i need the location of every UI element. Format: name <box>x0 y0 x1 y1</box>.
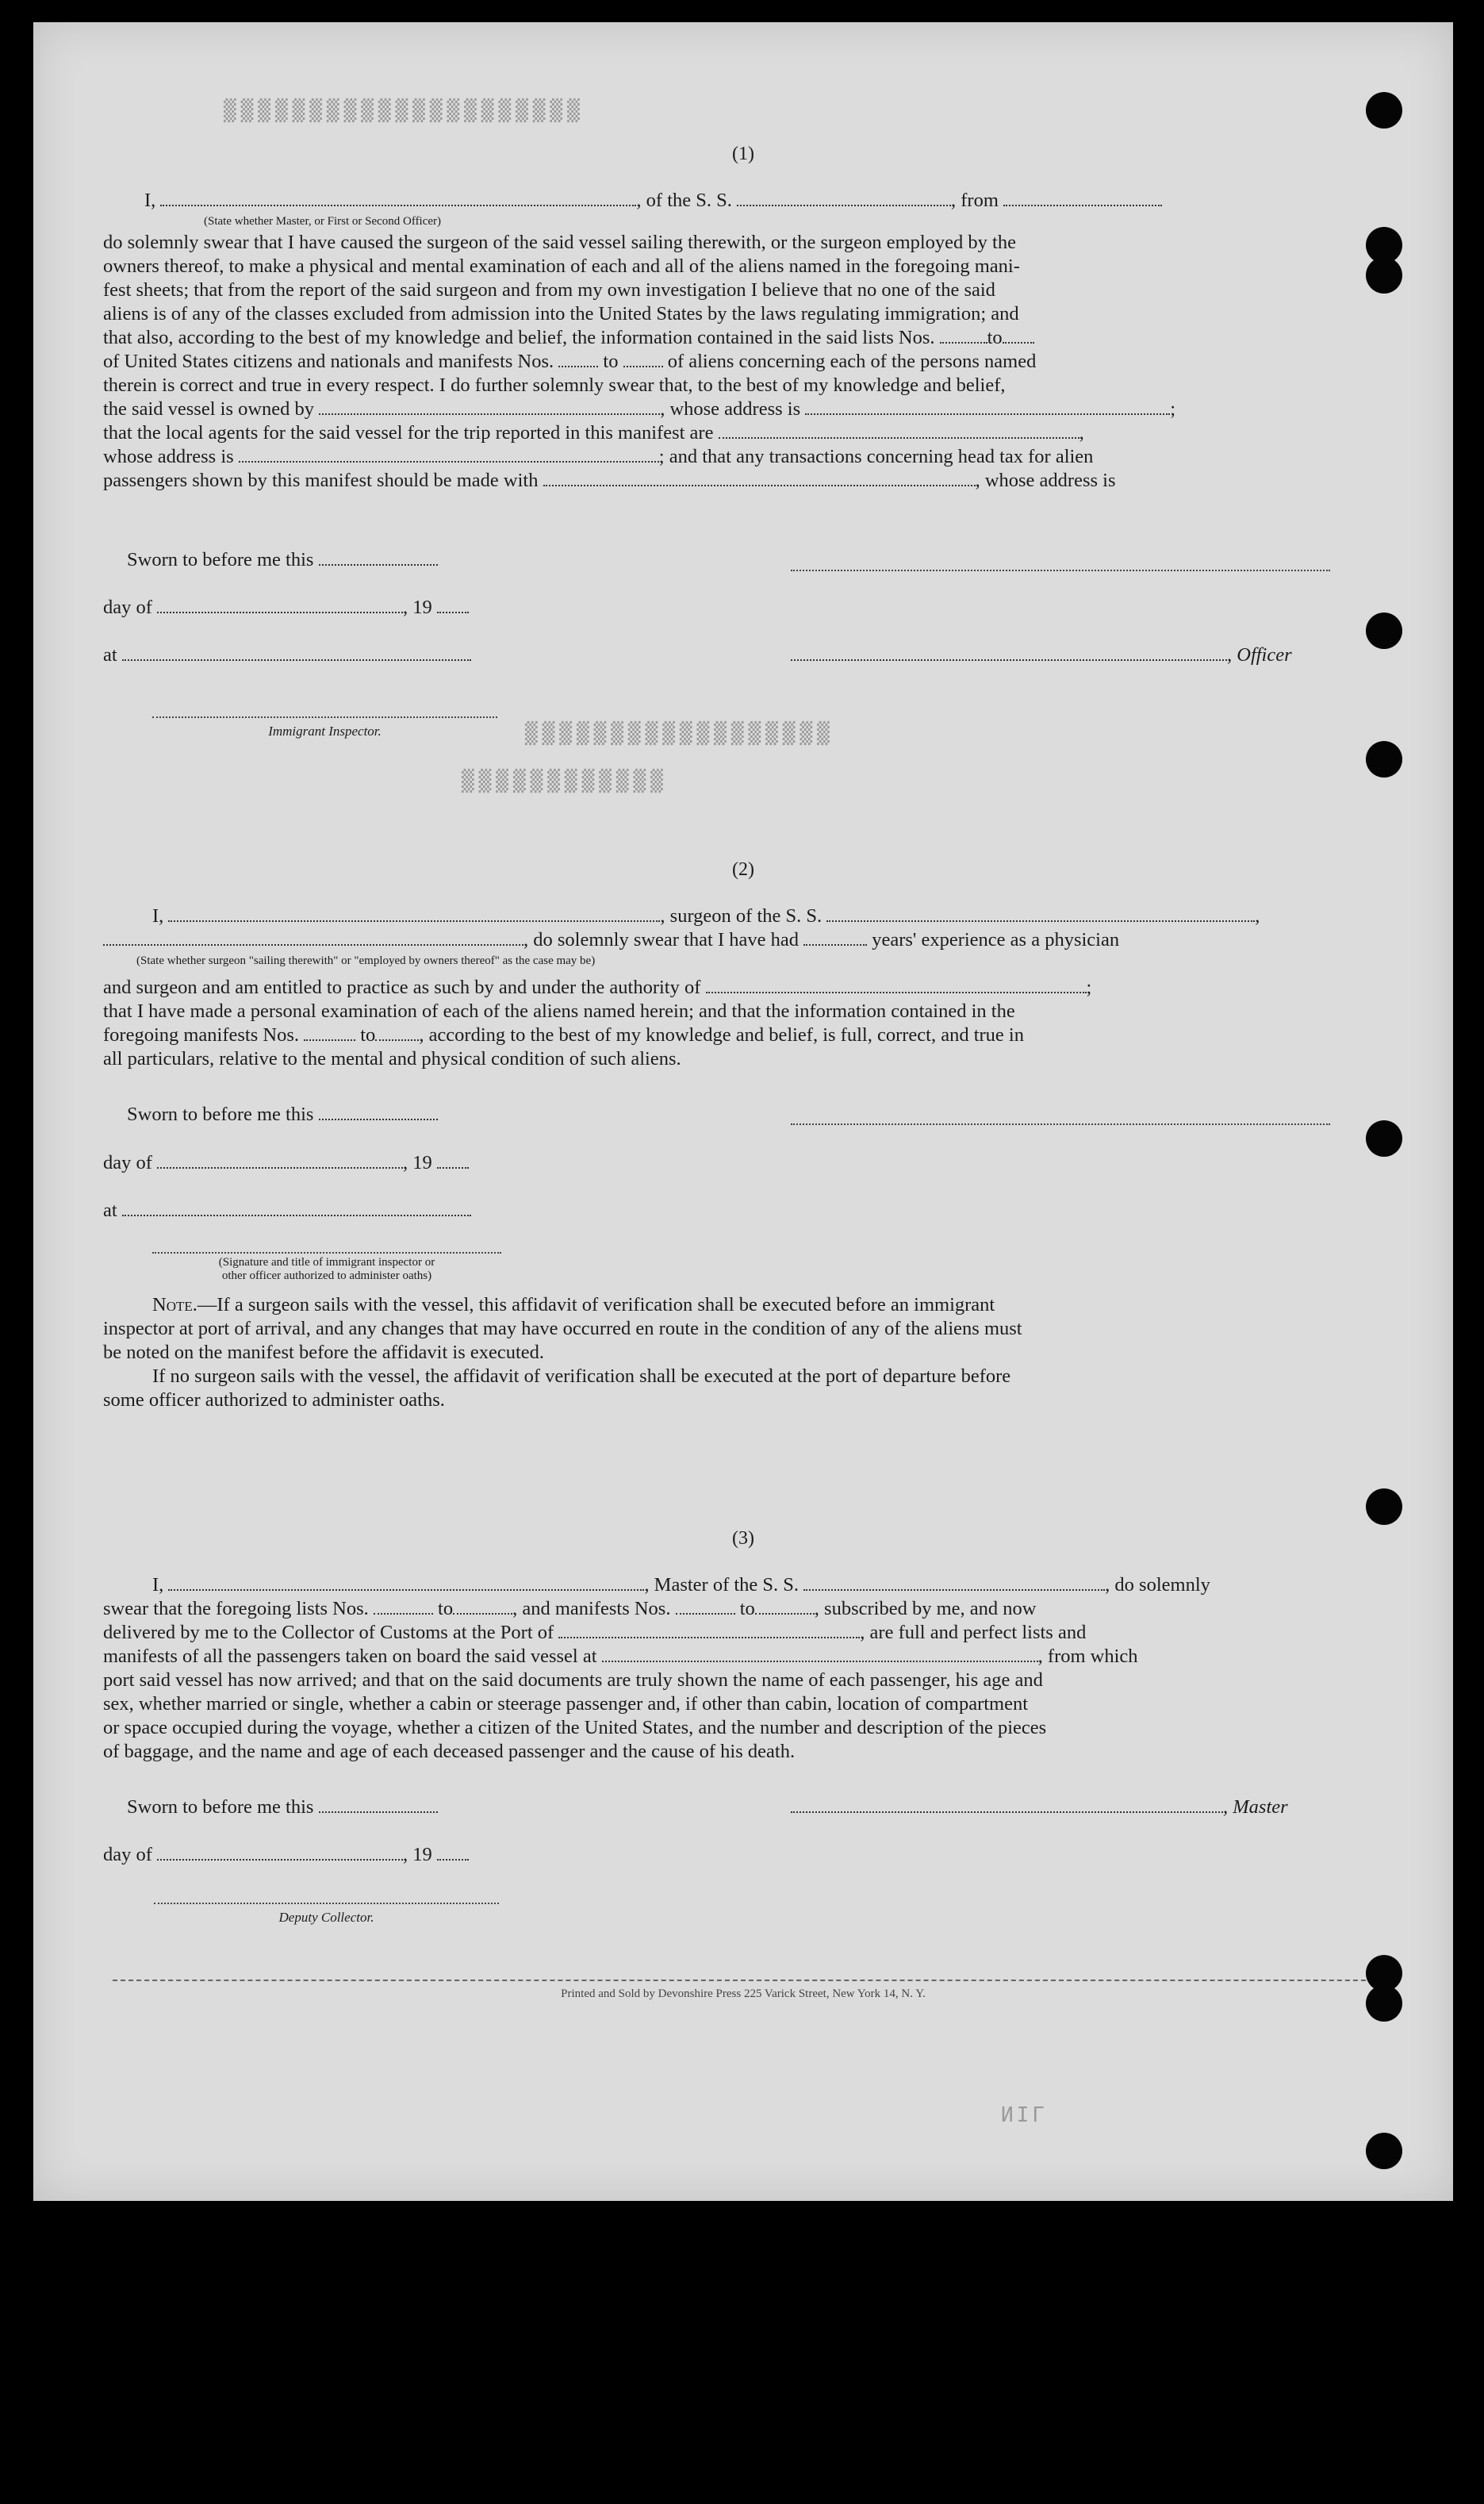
affidavit-line: the said vessel is owned by , whose address is ; <box>103 398 1176 420</box>
surgeon-swear: , do solemnly swear that I have had <box>523 929 799 951</box>
to-word: to <box>987 327 1003 348</box>
vessel-end: , from which <box>1037 1646 1138 1667</box>
show-through-text: ▒▒▒▒▒▒▒▒▒▒▒▒▒▒▒▒▒▒▒▒▒ <box>224 98 585 121</box>
affidavit-line: fest sheets; that from the report of the said surgeon and from my own investigation I believe that no one of the said <box>103 279 995 301</box>
master-line <box>152 1573 1210 1597</box>
year-text: , 19 <box>403 1844 432 1865</box>
officer-line <box>791 643 1292 667</box>
note-text: —If a surgeon sails with the vessel, this affidavit of verification shall be executed before an immigrant <box>197 1294 995 1315</box>
passengers-text: passengers shown by this manifest should be made with <box>103 470 539 491</box>
master-sign-line <box>791 1795 1288 1819</box>
sworn-text: Sworn to before me this <box>127 549 314 570</box>
manifests-tail: , according to the best of my knowledge and belief, is full, correct, and true in <box>419 1024 1024 1046</box>
master-text-line: of baggage, and the name and age of each deceased passenger and the cause of his death. <box>103 1741 796 1762</box>
aliens-text: of aliens concerning each of the persons named <box>667 351 1037 372</box>
port-end: , are full and perfect lists and <box>860 1622 1087 1643</box>
punch-hole <box>1366 2133 1402 2169</box>
surgeon-line <box>103 928 1119 952</box>
oath-start: I, <box>144 190 156 211</box>
affidavit-line <box>103 350 1036 374</box>
section-number: (2) <box>732 859 754 880</box>
affidavit-line <box>103 469 1116 493</box>
master-ss: , Master of the S. S. <box>644 1574 800 1596</box>
surgeon-note: (State whether surgeon "sailing therewith" or "employed by owners thereof" as the case may be) <box>136 954 596 967</box>
authority-text: and surgeon and am entitled to practice as such by and under the authority of <box>103 977 701 998</box>
note-line: some officer authorized to administer oaths. <box>103 1389 445 1411</box>
agents-text: that the local agents for the said vessel for the trip reported in this manifest are <box>103 422 714 444</box>
surgeon-years: years' experience as a physician <box>872 929 1120 951</box>
master-text-line <box>103 1621 1086 1645</box>
note-line: be noted on the manifest before the affidavit is executed. <box>103 1342 545 1363</box>
at-line <box>103 1199 471 1223</box>
show-through-text: ▒▒▒▒▒▒▒▒▒▒▒▒▒▒▒▒▒▒ <box>525 720 834 744</box>
master-text-line: port said vessel has now arrived; and that on the said documents are truly shown the name of each passenger, his age and <box>103 1669 1043 1691</box>
signature-note: other officer authorized to administer oaths) <box>221 1269 432 1282</box>
collector-line <box>154 1903 499 1904</box>
from-blank <box>1003 189 1162 206</box>
note-line: inspector at port of arrival, and any changes that may have occurred en route in the condition of any of the aliens must <box>103 1318 1022 1339</box>
master-text-line <box>103 1597 1036 1621</box>
collector-text: delivered by me to the Collector of Customs at the Port of <box>103 1622 554 1643</box>
at-text: at <box>103 1200 117 1221</box>
oath-ss: , of the S. S. <box>636 190 732 211</box>
note-label: Note. <box>152 1294 197 1315</box>
inspector-line <box>152 716 497 718</box>
printer-footer: Printed and Sold by Devonshire Press 225 Varick Street, New York 14, N. Y. <box>561 1987 926 2000</box>
footer-rule <box>113 1980 1382 1981</box>
to-word: to <box>603 351 619 372</box>
foregoing-text: foregoing manifests Nos. <box>103 1024 299 1046</box>
year-text: , 19 <box>403 1152 432 1173</box>
surgeon-start: I, <box>152 905 164 927</box>
officer-label: , Officer <box>1227 644 1292 666</box>
day-line <box>103 1151 469 1175</box>
master-solemnly: , do solemnly <box>1105 1574 1210 1596</box>
subscribed-text: , subscribed by me, and now <box>814 1598 1037 1619</box>
punch-hole <box>1366 1120 1402 1157</box>
affidavit-line <box>103 326 1034 350</box>
collector-label: Deputy Collector. <box>278 1910 374 1925</box>
affidavit-line: owners thereof, to make a physical and mental examination of each and all of the aliens named in the foregoing mani- <box>103 255 1020 277</box>
master-start: I, <box>152 1574 164 1596</box>
sworn-line <box>127 548 438 572</box>
affidavit-line: do solemnly swear that I have caused the surgeon of the said vessel sailing therewith, or the surgeon employed by the <box>103 232 1016 253</box>
signature-line <box>791 1123 1330 1125</box>
to-word: to <box>438 1598 454 1619</box>
note-line: If no surgeon sails with the vessel, the affidavit of verification shall be executed at the port of departure before <box>152 1365 1011 1387</box>
master-text-line: sex, whether married or single, whether a cabin or steerage passenger and, if other than cabin, location of compartment <box>103 1693 1029 1715</box>
surgeon-line: I, , surgeon of the S. S. , <box>152 905 1260 927</box>
surgeon-ss: , surgeon of the S. S. <box>660 905 823 927</box>
head-tax-text: ; and that any transactions concerning head tax for alien <box>658 446 1094 467</box>
oath-line <box>144 189 1162 213</box>
day-of-text: day of <box>103 1152 152 1173</box>
signature-note: (Signature and title of immigrant inspector or <box>218 1256 435 1269</box>
vessel-blank <box>737 189 951 206</box>
sworn-line <box>127 1103 438 1127</box>
at-line <box>103 643 471 667</box>
note-line <box>152 1293 995 1317</box>
punch-hole <box>1366 1488 1402 1525</box>
punch-hole <box>1366 92 1402 129</box>
signature-line <box>152 1252 501 1254</box>
affidavit-line: that the local agents for the said vessel for the trip reported in this manifest are , <box>103 422 1084 444</box>
surgeon-text-line: foregoing manifests Nos. to , according to the best of my knowledge and belief, is full, correct, and true in <box>103 1024 1024 1046</box>
year-text: , 19 <box>403 597 432 618</box>
address-text: whose address is <box>103 446 234 467</box>
at-text: at <box>103 644 117 666</box>
manifests-text: , and manifests Nos. <box>512 1598 671 1619</box>
surgeon-text-line: all particulars, relative to the mental and physical condition of such aliens. <box>103 1048 681 1070</box>
day-line <box>103 1843 469 1867</box>
whose-address-end: , whose address is <box>975 470 1116 491</box>
owned-by-text: the said vessel is owned by <box>103 398 315 420</box>
punch-hole <box>1366 1985 1402 2022</box>
master-text-line <box>103 1645 1138 1669</box>
to-word: to <box>739 1598 755 1619</box>
inspector-label: Immigrant Inspector. <box>268 724 382 739</box>
punch-hole <box>1366 741 1402 778</box>
day-of-text: day of <box>103 1844 152 1865</box>
day-line <box>103 596 469 620</box>
punch-hole <box>1366 613 1402 649</box>
officer-note: (State whether Master, or First or Second Officer) <box>204 215 442 228</box>
day-of-text: day of <box>103 597 152 618</box>
sworn-text: Sworn to before me this <box>127 1796 314 1818</box>
section-number: (1) <box>732 144 754 164</box>
officer-blank <box>160 189 636 206</box>
lists-text: that also, according to the best of my knowledge and belief, the information contained in the said lists Nos. <box>103 327 935 348</box>
stamp-bottom: NIL <box>1001 2101 1048 2125</box>
affidavit-line <box>103 445 1093 469</box>
affidavit-line: therein is correct and true in every respect. I do further solemnly swear that, to the best of my knowledge and belief, <box>103 374 1006 396</box>
citizens-text: of United States citizens and nationals and manifests Nos. <box>103 351 554 372</box>
lists-text: swear that the foregoing lists Nos. <box>103 1598 369 1619</box>
section-number: (3) <box>732 1528 754 1549</box>
sworn-line <box>127 1795 438 1819</box>
surgeon-text-line: and surgeon and am entitled to practice as such by and under the authority of ; <box>103 977 1092 998</box>
surgeon-text-line: that I have made a personal examination of each of the aliens named herein; and that the information contained in the <box>103 1000 1015 1022</box>
affidavit-line: aliens is of any of the classes excluded from admission into the United States by the laws regulating immigration; and <box>103 303 1019 325</box>
document-page <box>33 22 1453 2201</box>
show-through-text: ▒▒▒▒▒▒▒▒▒▒▒▒ <box>462 768 668 792</box>
whose-address: , whose address is <box>660 398 801 420</box>
master-label: , Master <box>1223 1796 1288 1818</box>
master-text-line: or space occupied during the voyage, whether a citizen of the United States, and the number and description of the pieces <box>103 1717 1047 1738</box>
vessel-text: manifests of all the passengers taken on board the said vessel at <box>103 1646 597 1667</box>
signature-line <box>791 570 1330 571</box>
punch-hole <box>1366 257 1402 294</box>
sworn-text: Sworn to before me this <box>127 1104 314 1125</box>
oath-from: , from <box>951 190 999 211</box>
